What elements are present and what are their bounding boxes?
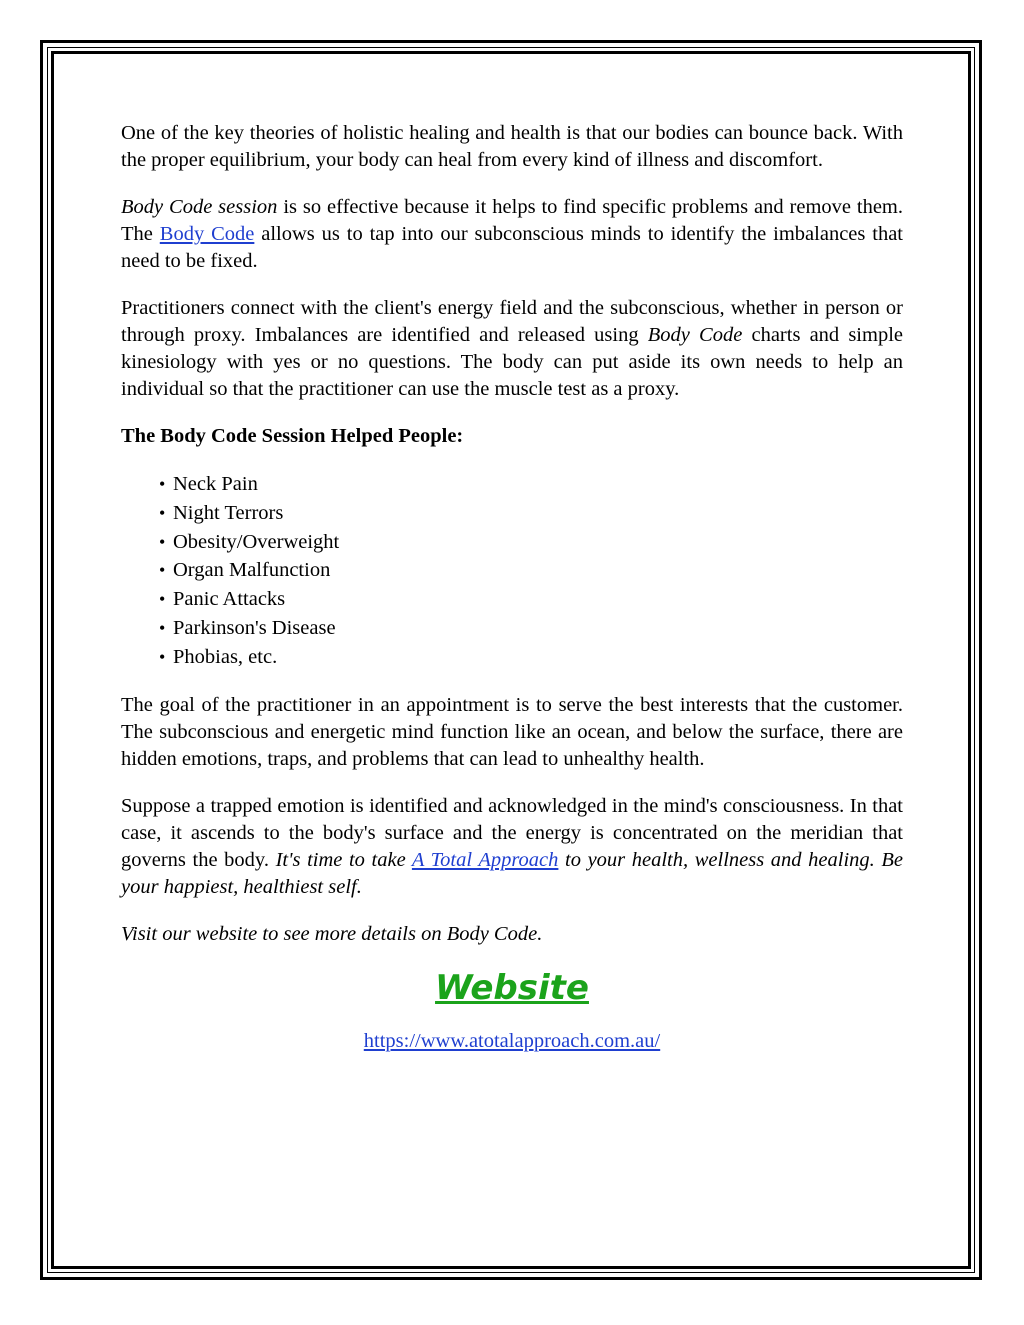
website-url-paragraph [121,1028,903,1055]
paragraph-goal: The goal of the practitioner in an appointment is to serve the best interests that the customer. The subconscious and energetic mind function like an ocean, and below the surface, there are hidden emotions, traps, and problems that can lead to unhealthy health. [121,693,903,770]
website-title[interactable]: Website [435,967,589,1008]
website-url-link[interactable]: https://www.atotalapproach.com.au/ [363,1029,661,1052]
list-item: • Phobias, etc. [159,643,903,672]
a-total-approach-link[interactable]: A Total Approach [411,848,559,871]
body-code-session-italic: Body Code session [121,196,278,218]
document-body [121,120,903,1055]
paragraph-body-code-session [121,194,903,275]
paragraph-visit: Visit our website to see more details on Body Code. [121,922,543,945]
list-item: • Organ Malfunction [159,556,903,585]
paragraph-text: charts and simple kinesiology with yes or no questions. The body can put aside its own needs to help an individual so that the practitioner can use the muscle test as a proxy. [121,324,903,400]
cta-italic: to your health, wellness and healing. Be your happiest, healthiest self. [121,848,903,898]
paragraph-text: is so effective because it helps to find specific problems and remove them. The [121,196,903,245]
list-item: • Neck Pain [159,470,903,499]
body-code-italic: Body Code [647,324,743,346]
paragraph-intro: One of the key theories of holistic healing and health is that our bodies can bounce back. With the proper equilibrium, your body can heal from every kind of illness and discomfort. [121,122,903,171]
conditions-list [159,470,903,672]
cta-italic: It's time to take [275,848,412,871]
list-item: • Parkinson's Disease [159,614,903,643]
paragraph-text: Practitioners connect with the client's energy field and the subconscious, whether in person or through proxy. Imbalances are identified and released using [121,297,903,346]
body-code-link[interactable]: Body Code [159,223,255,245]
paragraph-text: allows us to tap into our subconscious minds to identify the imbalances that need to be fixed. [121,223,904,272]
paragraph-text: Suppose a trapped emotion is identified and acknowledged in the mind's consciousness. In that case, it ascends to the body's surface and the energy is concentrated on the meridian that governs the body. [121,794,903,871]
paragraph-trapped-emotion [121,793,903,901]
section-heading: The Body Code Session Helped People: [121,425,464,447]
list-item: • Obesity/Overweight [159,528,903,557]
list-item: • Panic Attacks [159,585,903,614]
list-item: • Night Terrors [159,499,903,528]
paragraph-practitioners [121,295,903,403]
